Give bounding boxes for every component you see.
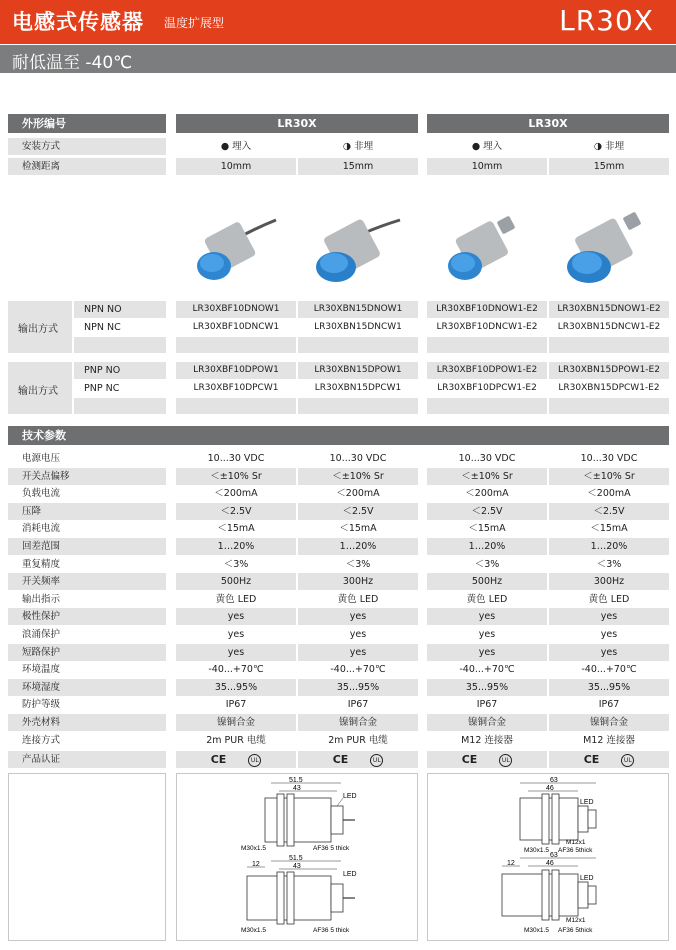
spec-label: 消耗电流 bbox=[8, 520, 166, 537]
dim-offset: 12 bbox=[252, 861, 260, 868]
spec-value: M12 连接器 bbox=[583, 735, 635, 746]
npn-no-label: NPN NO bbox=[84, 304, 122, 315]
cert-value bbox=[549, 751, 669, 768]
ul-mark-icon: UL bbox=[621, 754, 634, 767]
spec-value: 2m PUR 电缆 bbox=[206, 735, 266, 746]
mount-value-3: ● 埋入 bbox=[471, 141, 503, 152]
spec-value: yes bbox=[549, 644, 669, 661]
spec-value: yes bbox=[298, 608, 418, 625]
cert-value bbox=[176, 751, 296, 768]
npn-no-code-3: LR30XBF10DNOW1-E2 bbox=[436, 304, 538, 314]
spec-value: 镍铜合金 bbox=[427, 714, 547, 731]
conn-label: M12x1 bbox=[566, 839, 586, 846]
ce-mark-icon: CE bbox=[210, 753, 227, 766]
spec-value: ＜3% bbox=[345, 559, 371, 570]
spec-value: ＜±10% Sr bbox=[176, 468, 296, 485]
mount-value-2: ◑ 非埋 bbox=[342, 141, 374, 152]
spec-value: ＜2.5V bbox=[427, 503, 547, 520]
npn-nc-code-1: LR30XBF10DNCW1 bbox=[192, 322, 280, 332]
pnp-nc-code-2: LR30XBN15DPCW1 bbox=[314, 383, 402, 393]
npn-blank-4 bbox=[549, 337, 669, 353]
spec-value: yes bbox=[227, 629, 245, 640]
header-model: LR30X bbox=[559, 4, 654, 37]
cert-value bbox=[298, 751, 418, 768]
spec-label: 环境湿度 bbox=[8, 679, 166, 696]
npn-nc-code-2: LR30XBN15DNCW1 bbox=[314, 322, 402, 332]
spec-value: 500Hz bbox=[427, 573, 547, 590]
spec-value: 1…20% bbox=[298, 538, 418, 555]
spec-label: 开关频率 bbox=[8, 573, 166, 590]
header-title: 电感式传感器 bbox=[12, 10, 144, 34]
pnp-no-code-4: LR30XBN15DPOW1-E2 bbox=[558, 365, 660, 375]
spec-value: 35...95% bbox=[427, 679, 547, 696]
spec-value: IP67 bbox=[225, 699, 247, 710]
spec-value: ＜200mA bbox=[587, 488, 631, 499]
spec-value: 1…20% bbox=[176, 538, 296, 555]
connector-dimension-drawing bbox=[428, 774, 668, 940]
mount-value-1: ● 埋入 bbox=[220, 141, 252, 152]
npn-no-code-1: LR30XBF10DNOW1 bbox=[192, 304, 280, 314]
conn-label-b: M12x1 bbox=[566, 917, 586, 924]
spec-value: 300Hz bbox=[298, 573, 418, 590]
spec-value: ＜15mA bbox=[339, 523, 377, 534]
pnp-blank-2 bbox=[298, 398, 418, 414]
mount-value-4: ◑ 非埋 bbox=[593, 141, 625, 152]
pnp-blank-bg bbox=[74, 398, 166, 414]
spec-value: 35...95% bbox=[176, 679, 296, 696]
dim-total: 51.5 bbox=[289, 777, 303, 784]
spec-value: ＜200mA bbox=[214, 488, 258, 499]
cable-drawing-top bbox=[241, 777, 357, 852]
spec-value: yes bbox=[478, 629, 496, 640]
non-flush-icon: ◑ bbox=[593, 141, 603, 152]
col-header-label: 外形编号 bbox=[8, 114, 166, 133]
sensor-photo-1 bbox=[176, 190, 296, 290]
spec-value: 35...95% bbox=[298, 679, 418, 696]
spec-value: 500Hz bbox=[176, 573, 296, 590]
spec-value: ＜2.5V bbox=[549, 503, 669, 520]
spec-value: 10...30 VDC bbox=[458, 453, 516, 464]
led-label: LED bbox=[343, 793, 357, 800]
pnp-blank-1 bbox=[176, 398, 296, 414]
thread-label: M30x1.5 bbox=[241, 845, 266, 852]
spec-value: 黄色 LED bbox=[215, 594, 257, 605]
pnp-nc-code-3: LR30XBF10DPCW1-E2 bbox=[437, 383, 537, 393]
npn-no-code-2: LR30XBN15DNOW1 bbox=[313, 304, 403, 314]
spec-value: 35...95% bbox=[549, 679, 669, 696]
spec-value: ＜3% bbox=[596, 559, 622, 570]
led-label-cb: LED bbox=[580, 875, 594, 882]
spec-value: IP67 bbox=[347, 699, 369, 710]
spec-value: yes bbox=[600, 629, 618, 640]
nut-label: AF36 5 thick bbox=[313, 845, 350, 852]
pnp-nc-code-4: LR30XBN15DPCW1-E2 bbox=[558, 383, 660, 393]
thread-label-b: M30x1.5 bbox=[241, 927, 266, 934]
spec-value: 10...30 VDC bbox=[580, 453, 638, 464]
pnp-no-label: PNP NO bbox=[84, 365, 121, 376]
spec-value: yes bbox=[176, 644, 296, 661]
pnp-no-code-3: LR30XBF10DPOW1-E2 bbox=[436, 365, 538, 375]
spec-value: ＜200mA bbox=[465, 488, 509, 499]
nut-label-b: AF36 5 thick bbox=[313, 927, 350, 934]
subheader-title: 耐低温至 -40℃ bbox=[12, 53, 133, 73]
spec-value: -40...+70℃ bbox=[208, 664, 264, 675]
ce-mark-icon: CE bbox=[583, 753, 600, 766]
spec-value: -40...+70℃ bbox=[581, 664, 637, 675]
spec-value: 300Hz bbox=[549, 573, 669, 590]
spec-label: 环境温度 bbox=[8, 661, 166, 678]
spec-value: ＜3% bbox=[474, 559, 500, 570]
spec-value: ＜15mA bbox=[590, 523, 628, 534]
spec-value: 镍铜合金 bbox=[549, 714, 669, 731]
thread-label-c: M30x1.5 bbox=[524, 847, 549, 854]
sensor-photo-2 bbox=[298, 190, 418, 290]
spec-value: 1…20% bbox=[549, 538, 669, 555]
header-subtitle: 温度扩展型 bbox=[164, 16, 225, 30]
pnp-output-label: 输出方式 bbox=[18, 386, 58, 397]
pnp-no-code-2: LR30XBN15DPOW1 bbox=[314, 365, 402, 375]
spec-label: 短路保护 bbox=[8, 644, 166, 661]
spec-label: 压降 bbox=[8, 503, 166, 520]
sensor-photo-4 bbox=[549, 190, 669, 290]
blank-panel bbox=[8, 773, 166, 941]
npn-blank-bg bbox=[74, 337, 166, 353]
spec-label: 开关点偏移 bbox=[8, 468, 166, 485]
ul-mark-icon: UL bbox=[248, 754, 261, 767]
dim-body: 43 bbox=[293, 785, 301, 792]
dim-total-b: 51.5 bbox=[289, 855, 303, 862]
spec-value: yes bbox=[427, 608, 547, 625]
dim-body-b: 43 bbox=[293, 863, 301, 870]
spec-value: yes bbox=[549, 608, 669, 625]
spec-value: ＜±10% Sr bbox=[298, 468, 418, 485]
flush-icon: ● bbox=[471, 141, 481, 152]
group-header-2: LR30X bbox=[427, 114, 669, 133]
pnp-nc-code-1: LR30XBF10DPCW1 bbox=[193, 383, 279, 393]
distance-value-1: 10mm bbox=[176, 158, 296, 175]
spec-value: 镍铜合金 bbox=[176, 714, 296, 731]
spec-value: IP67 bbox=[476, 699, 498, 710]
spec-label: 电源电压 bbox=[8, 450, 166, 467]
spec-value: 10...30 VDC bbox=[207, 453, 265, 464]
distance-value-3: 10mm bbox=[427, 158, 547, 175]
cable-dimension-drawing bbox=[177, 774, 417, 940]
pnp-blank-3 bbox=[427, 398, 547, 414]
pnp-no-code-1: LR30XBF10DPOW1 bbox=[193, 365, 279, 375]
cert-value bbox=[427, 751, 547, 768]
spec-label: 重复精度 bbox=[8, 556, 166, 573]
spec-label: 外壳材料 bbox=[8, 714, 166, 731]
spec-value: ＜15mA bbox=[217, 523, 255, 534]
ul-mark-icon: UL bbox=[499, 754, 512, 767]
spec-value: ＜3% bbox=[223, 559, 249, 570]
spec-value: IP67 bbox=[598, 699, 620, 710]
spec-value: yes bbox=[298, 644, 418, 661]
distance-value-2: 15mm bbox=[298, 158, 418, 175]
npn-output-label: 输出方式 bbox=[18, 324, 58, 335]
spec-value: -40...+70℃ bbox=[459, 664, 515, 675]
spec-value: ＜15mA bbox=[468, 523, 506, 534]
spec-value: yes bbox=[349, 629, 367, 640]
spec-label: 回差范围 bbox=[8, 538, 166, 555]
ul-mark-icon: UL bbox=[370, 754, 383, 767]
tech-params-bar: 技术参数 bbox=[8, 426, 669, 445]
pnp-blank-4 bbox=[549, 398, 669, 414]
npn-nc-label: NPN NC bbox=[84, 322, 121, 333]
connector-drawing-top bbox=[520, 777, 596, 854]
pnp-nc-label: PNP NC bbox=[84, 383, 120, 394]
mount-label: 安装方式 bbox=[8, 138, 166, 155]
led-label-c: LED bbox=[580, 799, 594, 806]
spec-label: 极性保护 bbox=[8, 608, 166, 625]
thread-label-cb: M30x1.5 bbox=[524, 927, 549, 934]
connector-drawing-bottom bbox=[502, 852, 596, 934]
spec-value: -40...+70℃ bbox=[330, 664, 386, 675]
ce-mark-icon: CE bbox=[332, 753, 349, 766]
flush-icon: ● bbox=[220, 141, 230, 152]
ce-mark-icon: CE bbox=[461, 753, 478, 766]
spec-value: 10...30 VDC bbox=[329, 453, 387, 464]
spec-label: 连接方式 bbox=[8, 732, 166, 749]
npn-blank-1 bbox=[176, 337, 296, 353]
cable-drawing-panel bbox=[176, 773, 418, 941]
nut-label-cb: AF36 5thick bbox=[558, 927, 593, 934]
connector-drawing-panel bbox=[427, 773, 669, 941]
spec-label: 防护等级 bbox=[8, 696, 166, 713]
spec-value: ＜±10% Sr bbox=[427, 468, 547, 485]
spec-value: ＜±10% Sr bbox=[549, 468, 669, 485]
group-header-1: LR30X bbox=[176, 114, 418, 133]
spec-value: ＜2.5V bbox=[176, 503, 296, 520]
dim-total-c: 63 bbox=[550, 777, 558, 784]
dim-body-c: 46 bbox=[546, 785, 554, 792]
spec-value: 黄色 LED bbox=[466, 594, 508, 605]
spec-value: M12 连接器 bbox=[461, 735, 513, 746]
npn-nc-code-4: LR30XBN15DNCW1-E2 bbox=[557, 322, 661, 332]
npn-blank-3 bbox=[427, 337, 547, 353]
npn-nc-code-3: LR30XBF10DNCW1-E2 bbox=[436, 322, 538, 332]
dim-total-cb: 63 bbox=[550, 852, 558, 859]
cert-label: 产品认证 bbox=[8, 751, 166, 768]
header-banner bbox=[0, 0, 676, 44]
spec-label: 浪涌保护 bbox=[8, 626, 166, 643]
spec-label: 输出指示 bbox=[8, 591, 166, 608]
spec-value: 2m PUR 电缆 bbox=[328, 735, 388, 746]
non-flush-icon: ◑ bbox=[342, 141, 352, 152]
nut-label-c: AF36 5thick bbox=[558, 847, 593, 854]
npn-blank-2 bbox=[298, 337, 418, 353]
spec-value: ＜200mA bbox=[336, 488, 380, 499]
spec-value: yes bbox=[176, 608, 296, 625]
spec-label: 负载电流 bbox=[8, 485, 166, 502]
npn-no-code-4: LR30XBN15DNOW1-E2 bbox=[557, 304, 661, 314]
distance-value-4: 15mm bbox=[549, 158, 669, 175]
spec-value: 黄色 LED bbox=[337, 594, 379, 605]
sensor-photo-3 bbox=[427, 190, 547, 290]
dim-offset-c: 12 bbox=[507, 860, 515, 867]
dim-body-cb: 46 bbox=[546, 860, 554, 867]
led-label-b: LED bbox=[343, 871, 357, 878]
distance-label: 检测距离 bbox=[8, 158, 166, 175]
spec-value: yes bbox=[427, 644, 547, 661]
cable-drawing-bottom bbox=[241, 855, 357, 934]
spec-value: 1…20% bbox=[427, 538, 547, 555]
spec-value: ＜2.5V bbox=[298, 503, 418, 520]
spec-value: 黄色 LED bbox=[588, 594, 630, 605]
subheader-banner bbox=[0, 45, 676, 73]
spec-value: 镍铜合金 bbox=[298, 714, 418, 731]
